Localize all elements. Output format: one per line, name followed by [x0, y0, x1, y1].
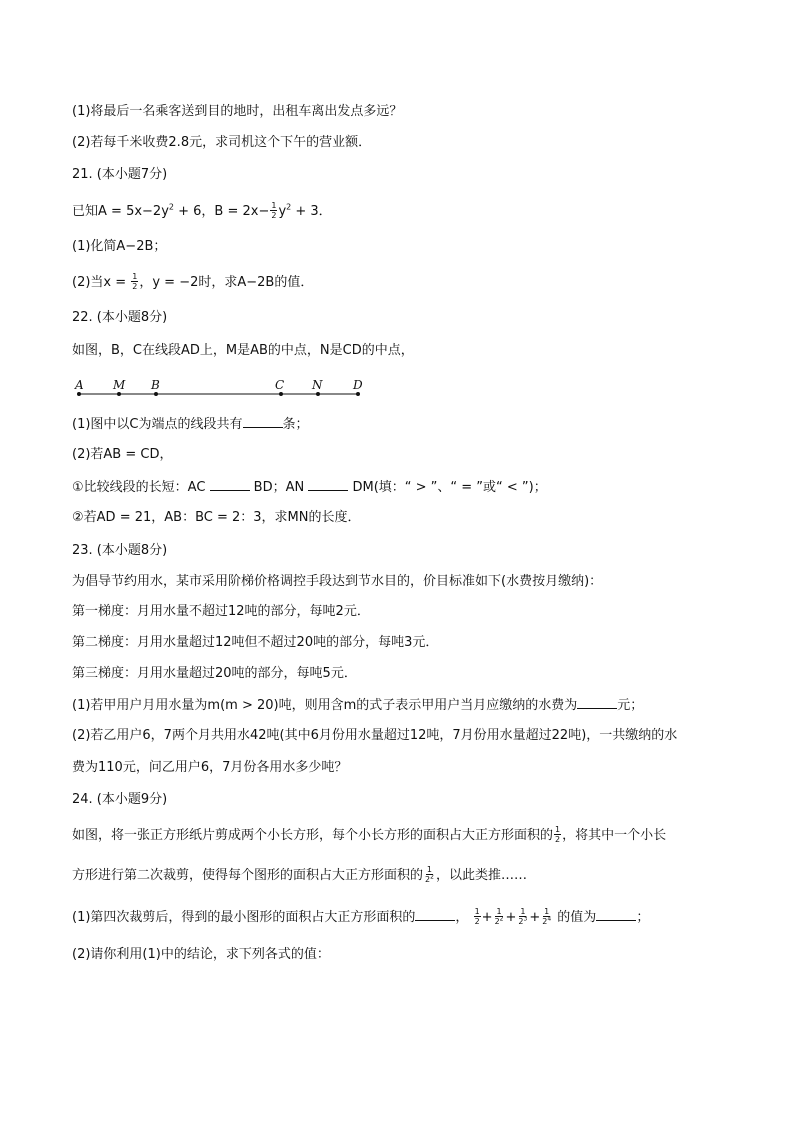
answer-blank[interactable] [243, 415, 283, 428]
q24-intro-line2: 方形进行第二次裁剪，使得每个图形的面积占大正方形面积的 $\frac{1}{2^2}$ ，以此类推…… [72, 865, 527, 884]
q20-part2: (2)若每千米收费2.8元，求司机这个下午的营业额． [72, 135, 372, 150]
q23-intro: 为倡导节约用水，某市采用阶梯价格调控手段达到节水目的，价目标准如下(水费按月缴纳)： [72, 574, 603, 589]
label-b: B [151, 378, 160, 392]
label-c: C [275, 378, 285, 392]
point-b-dot [154, 392, 158, 396]
answer-blank[interactable] [577, 696, 617, 709]
q24-intro-line1: 如图，将一张正方形纸片剪成两个小长方形，每个小长方形的面积占大正方形面积的 $\frac{1}{2}$ ，将其中一个小长 [72, 825, 667, 844]
q20-part1: (1)将最后一名乘客送到目的地时，出租车离出发点多远？ [72, 104, 403, 119]
q23-part2-line1: (2)若乙用户6，7两个月共用水42吨(其中6月份用水量超过12吨，7月份用水量超过22吨)，一共缴纳的水 [72, 728, 678, 743]
q21-heading: 21. (本小题7分) [72, 167, 168, 182]
point-n-dot [316, 392, 320, 396]
q22-part1: (1)图中以C为端点的线段共有 条； [72, 417, 309, 432]
q23-tier1: 第一梯度：月用水量不超过12吨的部分，每吨2元． [72, 604, 370, 619]
label-m: M [113, 378, 126, 392]
q24-heading: 24. (本小题9分) [72, 792, 168, 807]
q23-tier3: 第三梯度：月用水量超过20吨的部分，每吨5元． [72, 666, 357, 681]
segment-diagram [72, 374, 372, 400]
q22-part2-i: ①比较线段的长短：AC BD；AN DM(填：“ > ”、“ = ”或“ < ”)； [72, 480, 547, 495]
q21-part1: (1)化简A−2B； [72, 239, 167, 254]
point-a-dot [77, 392, 81, 396]
q23-part1: (1)若甲用户月用水量为m(m > 20)吨，则用含m的式子表示甲用户当月应缴纳的水费为 元； [72, 698, 644, 713]
q21-part2: (2)当x = $\frac{1}{2}$ ，y = −2时，求A−2B的值． [72, 272, 314, 291]
label-d: D [353, 378, 363, 392]
point-d-dot [356, 392, 360, 396]
answer-blank[interactable] [308, 478, 348, 491]
point-m-dot [117, 392, 121, 396]
q23-heading: 23. (本小题8分) [72, 543, 168, 558]
label-n: N [312, 378, 323, 392]
q23-part2-line2: 费为110元，问乙用户6，7月份各用水多少吨？ [72, 760, 348, 775]
q23-tier2: 第二梯度：月用水量超过12吨但不超过20吨的部分，每吨3元． [72, 635, 439, 650]
q21-given: 已知$A = 5x-2y^2 + 6$，B = 2x− $\frac{1}{2}$ $y^2 + 3$． [72, 201, 332, 220]
q22-part2-ii: ②若AD = 21，AB：BC = 2：3，求MN的长度． [72, 510, 361, 525]
point-c-dot [279, 392, 283, 396]
label-a: A [75, 378, 84, 392]
q22-intro: 如图，B，C在线段AD上，M是AB的中点，N是CD的中点， [72, 343, 414, 358]
answer-blank[interactable] [596, 908, 636, 921]
q24-part1: (1)第四次裁剪后，得到的最小图形的面积占大正方形面积的 ， $\frac{1}{2}$ + $\frac{1}{2^2}$ + $\frac{1}{2^3}$ + $\frac{1}{2^4}$ 的值为 ； [72, 907, 650, 926]
q22-heading: 22. (本小题8分) [72, 310, 168, 325]
answer-blank[interactable] [415, 908, 455, 921]
q22-part2: (2)若AB = CD， [72, 447, 173, 462]
q24-sum-expression: $\frac{1}{2}$ + $\frac{1}{2^2}$ + $\frac{1}{2^3}$ + $\frac{1}{2^4}$ [474, 907, 552, 926]
answer-blank[interactable] [210, 478, 250, 491]
q24-part2: (2)请你利用(1)中的结论，求下列各式的值： [72, 947, 330, 962]
